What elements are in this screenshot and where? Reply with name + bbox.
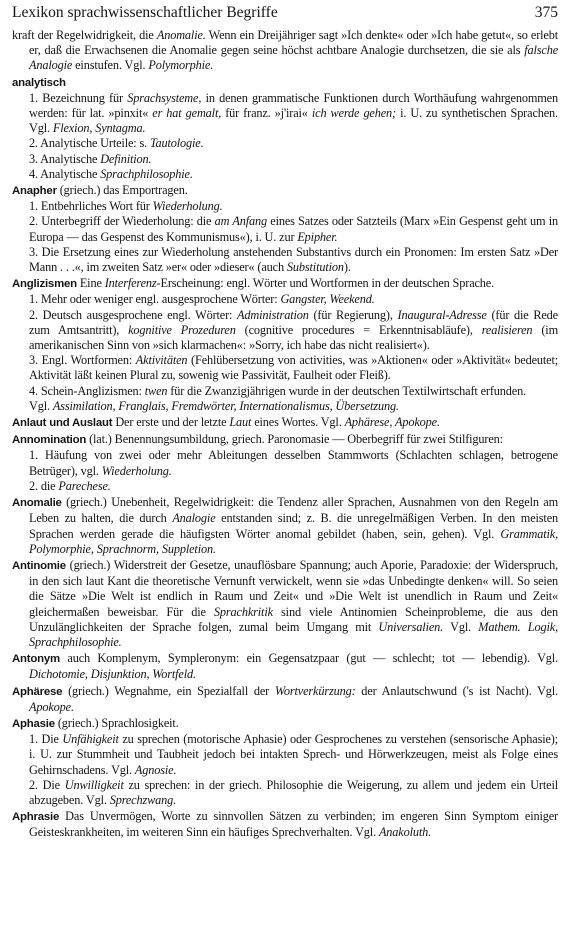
italic-term: Dichotomie, Disjunktion, Wortfeld.	[29, 667, 196, 682]
text-run: 1. Entbehrliches Wort für	[29, 199, 153, 214]
text-run: kraft der Regelwidrigkeit, die	[12, 28, 157, 42]
italic-term: Parechese.	[58, 478, 111, 493]
italic-term: realisieren	[481, 322, 533, 337]
entry-sense	[12, 91, 558, 137]
entry-antinomie	[12, 558, 558, 650]
entry-sense	[12, 778, 558, 808]
italic-term: Epipher.	[297, 229, 338, 244]
entry-lemma: analytisch	[12, 76, 66, 89]
text-run: (griech.) Unebenheit, Regelwidrigkeit: die Tendenz aller Sprachen, Ausnahmen von den Regeln am Leben zu halten, die durch	[29, 495, 558, 526]
entry-anomalie	[12, 495, 558, 557]
entry-sense	[12, 167, 558, 182]
entry-definition	[12, 75, 558, 91]
entry-lemma: Aphasie	[12, 717, 55, 730]
entry-annomination	[12, 432, 558, 494]
text-run: eines Wortes. Vgl.	[251, 415, 345, 430]
entry-aphasie	[12, 716, 558, 808]
entry-sense	[12, 292, 558, 307]
entry-sense	[12, 152, 558, 167]
text-run: der Anlautschwund ('s ist Nacht). Vgl.	[355, 683, 558, 698]
entry-definition	[12, 415, 558, 431]
italic-term: Polymorphie.	[148, 58, 214, 73]
italic-term: Wortverkürzung:	[274, 683, 356, 698]
text-run: für die Zwanzigjährigen wurde in der deutschen Textilwirtschaft erfunden.	[167, 383, 527, 398]
italic-term: am Anfang	[214, 214, 268, 229]
entry-analytisch	[12, 75, 558, 182]
text-run: (im amerikanischen Sinn von »sich klarmachen«: »Sorry, ich habe das nicht realisiert«).	[29, 322, 558, 353]
entry-sense	[12, 199, 558, 214]
italic-term: ich werde gehen;	[311, 106, 396, 121]
italic-term: Unwilligkeit	[64, 777, 124, 792]
italic-term: Administration	[237, 307, 309, 322]
entry-sense	[12, 732, 558, 778]
entry-list	[12, 28, 558, 841]
text-run: 4. Analytische	[29, 166, 101, 181]
text-run: für franz. »j'irai«	[221, 106, 312, 121]
text-run: Wenn ein Dreijähriger sagt »Ich denkte« oder »Ich habe getut«, so erlebt er, daß die Erwachsenen die Anomalie gegen seine höchst achtbare Analogie durchsetzen, die sie als	[29, 28, 558, 58]
entry-anlaut	[12, 415, 558, 431]
text-run: (für die Rede zum Amtsantritt),	[29, 307, 558, 337]
italic-term: Anakoluth.	[378, 825, 432, 840]
text-run: sind viele Antinomien Scheinprobleme, die aus den Unzulänglichkeiten der Sprache folgen, zumal beim Umgang mit	[29, 604, 558, 634]
text-run: eines Satzes oder Satzteils (Marx »Ein Gespenst geht um in Europa — das Gespenst des Kommunismus«), i. U. zur	[29, 214, 558, 244]
italic-term: Agnosie.	[134, 762, 177, 777]
italic-term: Interferenz	[104, 276, 157, 291]
italic-term: Sprachphilosophie.	[100, 166, 193, 181]
entry-aphaerese	[12, 684, 558, 715]
entry-definition	[12, 28, 558, 74]
text-run: 4. Schein-Anglizismen:	[29, 383, 145, 398]
entry-definition	[12, 684, 558, 715]
entry-sense	[12, 399, 558, 414]
entry-sense	[12, 136, 558, 151]
italic-term: Definition.	[100, 151, 152, 166]
page-number: 375	[534, 4, 558, 21]
text-run: i. U. zu synthetischen Sprachen. Vgl.	[29, 106, 558, 136]
text-run: 2. Analytische Urteile: s.	[29, 136, 150, 151]
italic-term: Anomalie.	[156, 28, 206, 42]
text-run: (cognitive procedures = Erkenntnisabläufe),	[235, 322, 482, 337]
italic-term: Wiederholung.	[152, 199, 223, 214]
italic-term: falsche Analogie	[29, 43, 558, 73]
text-run: entstanden sind; z. B. die unregelmäßigen Verben. In den meisten Sprachen werden gerade die häufigsten Wörter anomal gebildet (haben, sein, gehen). Vgl.	[29, 511, 558, 541]
italic-term: Wiederholung.	[101, 463, 172, 478]
entry-lemma: Annomination	[12, 434, 87, 447]
entry-lemma: Anapher	[12, 185, 57, 198]
entry-anglizismen	[12, 276, 558, 414]
italic-term: twen	[144, 383, 168, 398]
text-run: (lat.) Benennungsumbildung, griech. Paronomasie — Oberbegriff für zwei Stilfiguren:	[86, 432, 503, 447]
text-run: 2. die	[29, 478, 59, 493]
text-run: (griech.) das Emportragen.	[56, 183, 188, 198]
entry-lemma: Antonym	[12, 653, 60, 666]
entry-definition	[12, 276, 558, 292]
entry-sense	[12, 214, 558, 244]
italic-term: Grammatik, Polymorphie, Sprachnorm, Suppletion.	[29, 526, 558, 556]
entry-sense	[12, 479, 558, 494]
entry-anapher	[12, 183, 558, 275]
italic-term: er hat gemalt,	[152, 106, 222, 121]
entry-definition	[12, 495, 558, 557]
entry-sense	[12, 384, 558, 399]
italic-term: Analogie	[172, 511, 216, 526]
text-run: Der erste und der letzte	[112, 415, 230, 430]
italic-term: Sprachkritik	[213, 604, 273, 619]
text-run: (Fehlübersetzung von activities, was »Aktionen« oder »Aktivität« bedeutet; Aktivität läßt keinen Plural zu, sowenig wie Passivität, Faulheit oder Fleiß).	[29, 353, 558, 383]
text-run: auch Komplenym, Sympleronym: ein Gegensatzpaar (gut — schlecht; tot — lebendig). Vgl.	[59, 651, 558, 666]
entry-sense	[12, 353, 558, 383]
entry-definition	[12, 432, 558, 448]
text-run: (für Regierung),	[308, 307, 398, 322]
entry-definition	[12, 183, 558, 199]
text-run: ).	[343, 260, 351, 275]
italic-term: Aphärese, Apokope.	[344, 415, 440, 430]
text-run: 1. Mehr oder weniger engl. ausgesprochene Wörter:	[29, 292, 281, 307]
text-run: (griech.) Wegnahme, ein Spezialfall der	[62, 683, 275, 698]
entry-definition	[12, 651, 558, 682]
text-run: einstufen. Vgl.	[72, 58, 149, 73]
italic-term: Laut	[229, 415, 252, 430]
text-run: (griech.) Sprachlosigkeit.	[54, 715, 179, 730]
running-head-title: Lexikon sprachwissenschaftlicher Begriffe	[12, 4, 278, 21]
entry-lemma: Aphärese	[12, 685, 63, 698]
running-head	[12, 4, 558, 26]
entry-lemma: Anlaut und Auslaut	[12, 417, 113, 430]
italic-term: Sprechzwang.	[109, 792, 177, 807]
text-run: 3. Analytische	[29, 151, 101, 166]
text-run: Vgl.	[443, 619, 479, 634]
entry-sense	[12, 245, 558, 275]
italic-term: Flexion, Syntagma.	[52, 121, 146, 136]
entry-lemma: Anomalie	[12, 497, 62, 510]
italic-term: Universalien.	[378, 619, 444, 634]
text-run: 1. Bezeichnung für	[29, 90, 128, 105]
text-run: (griech.) Widerstreit der Gesetze, unauflösbare Spannung; auch Aporie, Paradoxie: der Widerspruch, in den sich laut Kant die theoretische Vernunft verwickelt, wenn sie »das Unbedingte denken« will. So seien die Sätze »Die Welt ist endlich in Raum und Zeit« und »Die Welt ist unendlich in Raum und Zeit« gleichermaßen beweisbar. Für die	[29, 557, 558, 619]
italic-term: Substitution	[286, 260, 344, 275]
text-run: 2. Die	[29, 777, 65, 792]
text-run: -Erscheinung: engl. Wörter und Wortformen in der deutschen Sprache.	[156, 276, 495, 291]
italic-term: Inaugural-Adresse	[397, 307, 487, 322]
text-run: 1. Die	[29, 732, 63, 747]
entry-antonym	[12, 651, 558, 682]
text-run: Eine	[76, 276, 105, 291]
entry-sense	[12, 308, 558, 354]
entry-definition	[12, 558, 558, 650]
entry-cont	[12, 28, 558, 74]
italic-term: Aktivitäten	[135, 353, 188, 368]
italic-term: Sprachsysteme,	[127, 90, 202, 105]
entry-lemma: Aphrasie	[12, 811, 60, 824]
italic-term: Unfähigkeit	[62, 732, 119, 747]
italic-term: Tautologie.	[149, 136, 204, 151]
italic-term: Apokope.	[29, 699, 74, 714]
italic-term: kognitive Prozeduren	[128, 322, 236, 337]
entry-lemma: Antinomie	[12, 559, 66, 572]
text-run: 3. Die Ersetzung eines zur Wiederholung anstehenden Substantivs durch ein Pronomen: Im ersten Satz »Der Mann . . .«, im zweiten Satz »er« oder »dieser« (auch	[29, 244, 558, 275]
text-run: Das Unvermögen, Worte zu sinnvollen Sätzen zu verbinden; im engeren Sinn Symptom einiger Geisteskrankheiten, im weiteren Sinn ein häufiges Sprechverhalten. Vgl.	[29, 809, 558, 840]
italic-term: Mathem. Logik, Sprachphilosophie.	[29, 619, 558, 649]
text-run: zu sprechen (motorische Aphasie) oder Gesprochenes zu verstehen (sensorische Aphasie); i. U. zur Stummheit und Taubheit jedoch bei intakten Sprech- und Hörwerkzeugen, meist als Folge eines Gehirnschadens. Vgl.	[29, 732, 559, 777]
text-run: 2. Deutsch ausgesprochene engl. Wörter:	[29, 307, 238, 322]
entry-definition	[12, 809, 558, 840]
entry-lemma: Anglizismen	[12, 278, 77, 291]
italic-term: Gangster, Weekend.	[280, 292, 375, 307]
italic-term: Assimilation, Franglais, Fremdwörter, Internationalismus, Übersetzung.	[52, 398, 399, 413]
entry-sense	[12, 448, 558, 478]
text-run: 2. Unterbegriff der Wiederholung: die	[29, 214, 215, 229]
text-run: in denen grammatische Funktionen durch Worthäufung wahrgenommen werden: für lat. »pinxit«	[29, 90, 558, 121]
text-run: Vgl.	[29, 398, 53, 413]
text-run: zu sprechen: in der griech. Philosophie die Weigerung, zu allem und jedem ein Urteil abzugeben. Vgl.	[29, 777, 558, 807]
text-run: 1. Häufung von zwei oder mehr Ableitungen desselben Stammworts (Schlachten schlagen, betrogene Betrüger), vgl.	[29, 448, 558, 478]
entry-aphrasie	[12, 809, 558, 840]
text-run: 3. Engl. Wortformen:	[29, 353, 136, 368]
entry-definition	[12, 716, 558, 732]
